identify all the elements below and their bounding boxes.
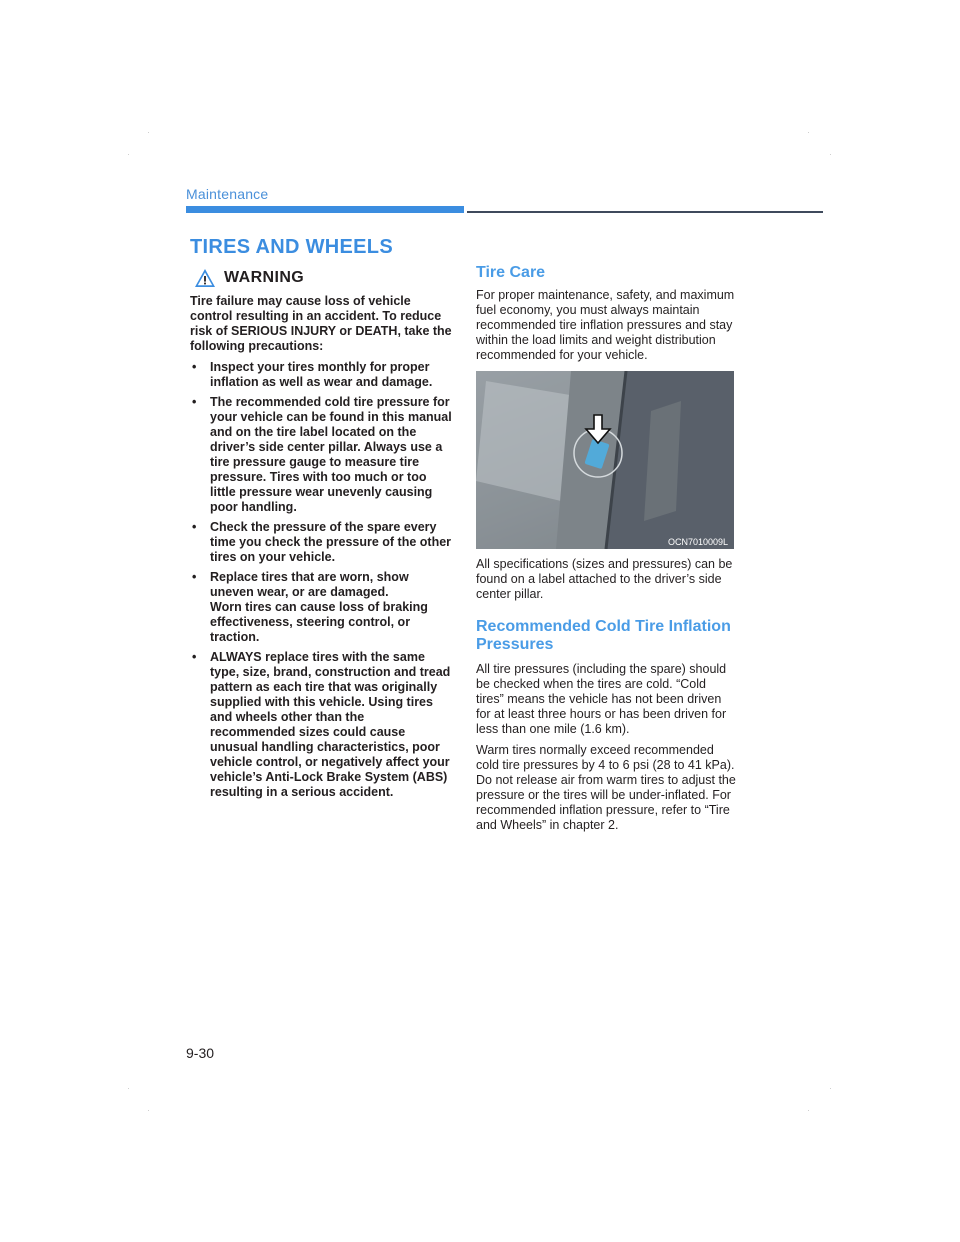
crop-mark [128, 1088, 129, 1089]
warning-header [194, 266, 452, 290]
warning-intro: Tire failure may cause loss of vehicle control resulting in an accident. To reduce risk of SERIOUS INJURY or DEATH, take the following precautions: [190, 294, 452, 353]
warning-title: WARNING [224, 269, 305, 286]
crop-mark [830, 154, 831, 155]
page-number: 9-30 [186, 1045, 215, 1061]
crop-mark [148, 1110, 149, 1111]
header-rule [467, 211, 823, 213]
list-item: • ALWAYS replace tires with the same type, size, brand, construction and tread pattern as each tire that was originally supplied with this vehicle. Using tires and wheels other than the recommended sizes could cause unusual handling characteristics, poor vehicle control, or negatively affect your vehicle’s Anti-Lock Brake System (ABS) resulting in a serious accident. [192, 650, 451, 799]
list-item: • Inspect your tires monthly for proper inflation as well as wear and damage. [192, 360, 433, 389]
warning-list [190, 360, 452, 800]
label-location-text: All specifications (sizes and pressures) can be found on a label attached to the driver’s side center pillar. [476, 557, 733, 601]
cold-tire-heading: Recommended Cold Tire Inflation Pressures [476, 618, 731, 653]
page-heading: TIRES AND WHEELS [190, 236, 393, 258]
warning-box [190, 266, 452, 805]
tire-care-heading: Tire Care [476, 264, 546, 281]
list-item: • The recommended cold tire pressure for your vehicle can be found in this manual and on the tire label located on the driver’s side center pillar. Always use a tire pressure gauge to measure tire pressure. Tires with too much or too little pressure wear unevenly causing poor handling. [192, 395, 452, 514]
tire-care-text: For proper maintenance, safety, and maximum fuel economy, you must always maintain recommended tire inflation pressures and stay within the load limits and weight distribution recommended for your vehicle. [476, 288, 735, 362]
door-pillar-photo [476, 371, 734, 549]
cold-tire-text-2: Warm tires normally exceed recommended cold tire pressures by 4 to 6 psi (28 to 41 kPa). Do not release air from warm tires to adjust the pressure or the tires will be under-inflated. For recommended inflation pressure, refer to “Tire and Wheels” in chapter 2. [476, 743, 736, 832]
crop-mark [808, 1110, 809, 1111]
warning-triangle-icon [194, 268, 216, 288]
crop-mark [830, 1088, 831, 1089]
list-item: • Check the pressure of the spare every time you check the pressure of the other tires on your vehicle. [192, 520, 452, 564]
crop-mark [808, 132, 809, 133]
crop-mark [148, 132, 149, 133]
section-title: Maintenance [186, 186, 269, 202]
header-rule-accent [186, 206, 464, 213]
right-column [476, 264, 736, 833]
crop-mark [128, 154, 129, 155]
cold-tire-text-1: All tire pressures (including the spare) should be checked when the tires are cold. “Cold tires” means the vehicle has not been driven for at least three hours or has been driven for less than one mile (1.6 km). [476, 662, 727, 736]
image-caption: OCN7010009L [667, 537, 728, 547]
list-item: • Replace tires that are worn, show uneven wear, or are damaged. Worn tires can cause loss of braking effectiveness, steering control, or traction. [192, 570, 428, 644]
